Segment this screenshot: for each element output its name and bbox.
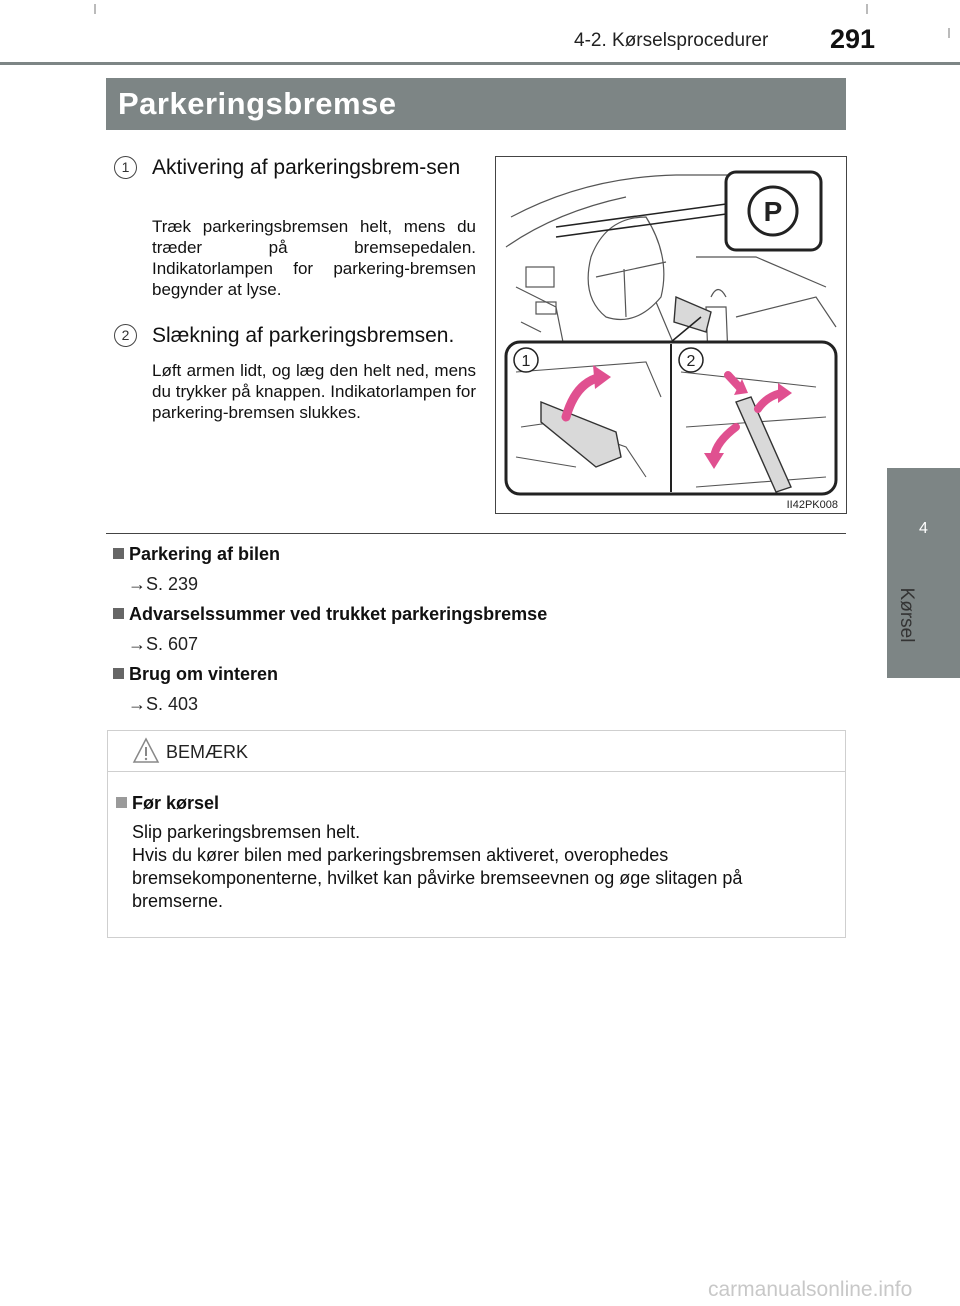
bullet-square-icon bbox=[113, 668, 124, 679]
crop-mark bbox=[866, 4, 868, 14]
notice-header bbox=[108, 731, 845, 772]
section-divider bbox=[106, 533, 846, 534]
arrow-right-icon: → bbox=[128, 694, 146, 714]
page-title: Parkeringsbremse bbox=[118, 86, 397, 121]
step-title: Aktivering af parkeringsbrem-sen bbox=[152, 156, 461, 179]
bullet-square-icon bbox=[113, 548, 124, 559]
warning-triangle-icon bbox=[132, 737, 160, 765]
page-number: 291 bbox=[830, 24, 876, 54]
figure-code: II42PK008 bbox=[786, 499, 838, 511]
crop-mark bbox=[948, 28, 950, 38]
step-number-badge: 2 bbox=[114, 324, 137, 347]
step-description: Løft armen lidt, og læg den helt ned, mens du trykker på knappen. Indikatorlampen for parkering-bremsen slukkes. bbox=[152, 361, 476, 422]
reference-link[interactable]: →S. 403 bbox=[128, 694, 199, 714]
indicator-symbol: P bbox=[763, 196, 783, 227]
step-number-badge: 1 bbox=[114, 156, 137, 179]
page-header bbox=[0, 0, 960, 62]
notice-label: BEMÆRK bbox=[166, 742, 249, 762]
step-title: Slækning af parkeringsbremsen. bbox=[152, 324, 455, 347]
title-bar bbox=[106, 78, 846, 130]
reference-title: Parkering af bilen bbox=[113, 544, 280, 565]
reference-title: Advarselssummer ved trukket parkeringsbremse bbox=[113, 604, 547, 625]
watermark: carmanualsonline.info bbox=[708, 1278, 913, 1301]
chapter-label-wrap bbox=[894, 587, 918, 650]
arrow-right-icon: → bbox=[128, 634, 146, 654]
notice-box bbox=[107, 730, 846, 938]
svg-text:2: 2 bbox=[686, 353, 696, 370]
bullet-square-icon bbox=[113, 608, 124, 619]
notice-subtitle: Før kørsel bbox=[116, 793, 219, 814]
chapter-label: Kørsel bbox=[896, 587, 917, 643]
bullet-square-icon bbox=[116, 797, 127, 808]
reference-link[interactable]: →S. 239 bbox=[128, 574, 199, 594]
notice-line: Slip parkeringsbremsen helt. bbox=[132, 822, 361, 842]
crop-mark bbox=[94, 4, 96, 14]
svg-text:1: 1 bbox=[521, 353, 531, 370]
chapter-number: 4 bbox=[919, 520, 928, 537]
reference-link[interactable]: →S. 607 bbox=[128, 634, 199, 654]
step-description: Træk parkeringsbremsen helt, mens du træder på bremsepedalen. Indikatorlampen for parkering-bremsen begynder at lyse. bbox=[152, 217, 476, 299]
notice-body bbox=[132, 821, 832, 913]
reference-title: Brug om vinteren bbox=[113, 664, 278, 685]
arrow-right-icon: → bbox=[128, 574, 146, 594]
header-rule bbox=[0, 62, 960, 65]
lever-shape bbox=[674, 297, 711, 332]
parking-brake-illustration bbox=[495, 156, 847, 514]
illustration-svg bbox=[496, 157, 846, 513]
notice-line: Hvis du kører bilen med parkeringsbremsen aktiveret, overophedes bremsekomponenterne, hvilket kan påvirke bremseevnen og øge slitagen på bremserne. bbox=[132, 845, 743, 911]
section-title: 4-2. Kørselsprocedurer bbox=[574, 30, 769, 51]
